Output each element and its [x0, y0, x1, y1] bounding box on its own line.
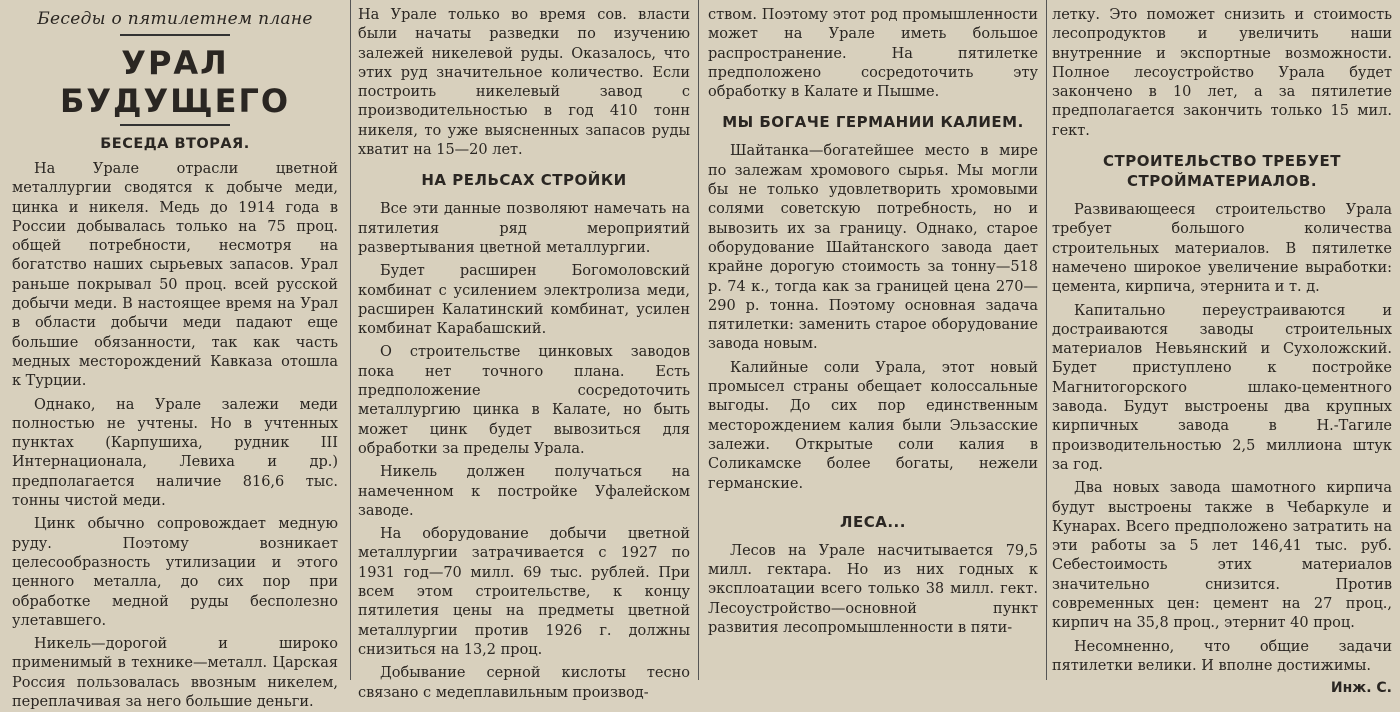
paragraph: Никель должен получаться на намеченном к постройке Уфалейском заводе.	[358, 464, 690, 519]
column-divider	[1046, 0, 1047, 680]
paragraph: Никель—дорогой и широко применимый в технике—металл. Царская Россия пользовалась ввозным никелем, переплачивая за него большие деньги.	[12, 636, 338, 711]
section-heading: МЫ БОГАЧЕ ГЕРМАНИИ КАЛИЕМ.	[722, 113, 1024, 132]
section-heading: НА РЕЛЬСАХ СТРОЙКИ	[421, 171, 627, 190]
section-heading: ЛЕСА...	[840, 512, 906, 531]
paragraph: Цинк обычно сопровождает медную руду. Поэтому возникает целесообразность утилизации и этого ценного металла, до сих пор при обработке медной руды бесполезно улетавшего.	[12, 516, 338, 629]
paragraph: Шайтанка—богатейшее место в мире по залежам хромового сырья. Мы могли бы не только удовлетворить хромовыми солями советскую потребность, но и вывозить их за границу. Однако, старое оборудование Шайтанского завода дает крайне дорогую стоимость за тонну—518 р. 74 к., тогда как за границей цена 270—290 р. тонна. Поэтому основная задача пятилетки: заменить старое оборудование завода новым.	[708, 143, 1038, 353]
article-column-4	[1048, 0, 1400, 697]
author-signature: Инж. С.	[1330, 680, 1392, 697]
paragraph: Добывание серной кислоты тесно связано с медеплавильным производ-	[358, 665, 690, 701]
paragraph: На оборудование добычи цветной металлургии затрачивается с 1927 по 1931 год—70 милл. 69 тыс. рублей. При всем этом строительстве, к концу пятилетия цены на предметы цветной металлургии против 1926 г. должны снизиться на 13,2 проц.	[358, 526, 690, 658]
article-column-3	[700, 0, 1046, 680]
article-column-1	[0, 0, 350, 711]
paragraph: Будет расширен Богомоловский комбинат с усилением электролиза меди, расширен Калатинский комбинат, усилен комбинат Карабашский.	[358, 263, 690, 338]
paragraph: Лесов на Урале насчитывается 79,5 милл. гектара. Но из них годных к эксплоатации всего только 38 милл. гект. Лесоустройство—основной пункт развития лесопромышленности в пяти-	[708, 542, 1038, 637]
column-divider	[350, 0, 351, 680]
headline: УРАЛ БУДУЩЕГО	[59, 44, 291, 120]
paragraph: ством. Поэтому этот род промышленности может на Урале иметь большое распространение. На пятилетке предположено сосредоточить эту обработку в Калате и Пышме.	[708, 7, 1038, 101]
paragraph: Однако, на Урале залежи меди полностью не учтены. Но в учтенных пунктах (Карпушиха, рудник III Интернационала, Левиха и др.) предполагается наличие 816,6 тыс. тонны чистой меди.	[12, 396, 338, 510]
article-column-2	[352, 0, 698, 701]
paragraph: Калийные соли Урала, этот новый промысел страны обещает колоссальные выгоды. До сих пор единственным месторождением калия были Эльзасские залежи. Открытые соли калия в Соликамске более богаты, нежели германские.	[708, 359, 1038, 492]
subheading: БЕСЕДА ВТОРАЯ.	[100, 136, 250, 152]
column-divider	[698, 0, 699, 680]
paragraph: Несомненно, что общие задачи пятилетки велики. И вполне достижимы.	[1052, 638, 1392, 674]
paragraph: Два новых завода шамотного кирпича будут выстроены также в Чебаркуле и Кунарах. Всего предположено затратить на эти работы за 5 лет 146,41 тыс. руб. Себестоимость этих материалов значительно снизится. Против современных цен: цемент на 27 проц., кирпич на 35,8 проц., этернит 40 проц.	[1052, 480, 1392, 632]
paragraph: На Урале только во время сов. власти были начаты разведки по изучению залежей никелевой руды. Оказалось, что этих руд значительное количество. Если построить никелевый завод с производительностью в год 410 тонн никеля, то уже выясненных запасов руды хватит на 15—20 лет.	[358, 7, 690, 159]
title-rule	[120, 34, 230, 36]
section-heading: СТРОИТЕЛЬСТВО ТРЕБУЕТ СТРОЙМАТЕРИАЛОВ.	[1102, 152, 1341, 191]
paragraph: О строительстве цинковых заводов пока нет точного плана. Есть предположение сосредоточить металлургию цинка в Калате, но быть может цинк будет вывозиться для обработки за пределы Урала.	[358, 344, 690, 457]
paragraph: Все эти данные позволяют намечать на пятилетия ряд мероприятий развертывания цветной металлургии.	[358, 201, 690, 256]
title-rule	[120, 124, 230, 126]
series-title: Беседы о пятилетнем плане	[37, 9, 313, 29]
paragraph: летку. Это поможет снизить и стоимость лесопродуктов и увеличить наши внутренние и экспортные возможности. Полное лесоустройство Урала будет закончено в 10 лет, а за пятилетие предполагается закончить только 15 мил. гект.	[1052, 7, 1392, 139]
paragraph: На Урале отрасли цветной металлургии сводятся к добыче меди, цинка и никеля. Медь до 1914 года в России добывалась только на 75 проц. общей потребности, несмотря на богатство наших сырьевых запасов. Урал раньше покрывал 50 проц. всей русской добычи меди. В настоящее время на Урал в области добычи меди падают еще большие обязанности, так как часть медных месторождений Кавказа отошла к Турции.	[12, 161, 338, 390]
paragraph: Капитально переустраиваются и достраиваются заводы строительных материалов Невьянский и Сухоложский. Будет приступлено к постройке Магнитогорского шлако-цементного завода. Будут выстроены два крупных кирпичных завода в Н.-Тагиле производительностью 2,5 миллиона штук за год.	[1052, 302, 1392, 473]
paragraph: Развивающееся строительство Урала требует большого количества строительных материалов. В пятилетке намечено широкое увеличение выработки: цемента, кирпича, этернита и т. д.	[1052, 202, 1392, 296]
